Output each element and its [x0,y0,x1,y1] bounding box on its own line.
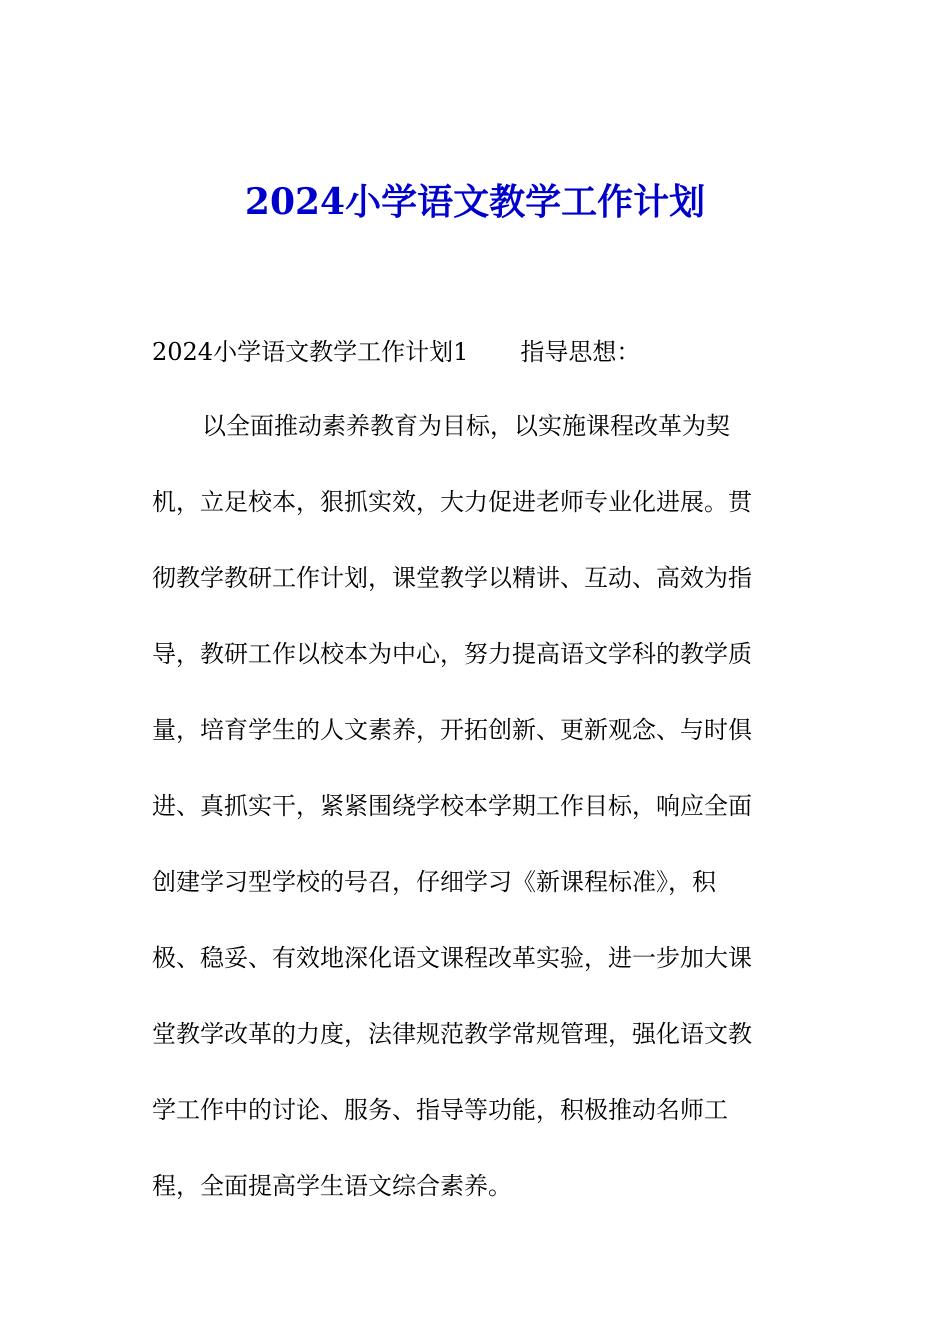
paragraph-line: 进、真抓实干，紧紧围绕学校本学期工作目标，响应全面 [152,792,752,820]
paragraph-line: 堂教学改革的力度，法律规范教学常规管理，强化语文教 [152,1020,752,1048]
document-title: 2024小学语文教学工作计划 [244,181,706,223]
paragraph-line: 量，培育学生的人文素养，开拓创新、更新观念、与时俱 [152,716,752,744]
section-subheading: 指导思想： [520,338,641,366]
paragraph-line: 学工作中的讨论、服务、指导等功能，积极推动名师工 [152,1096,728,1124]
section-heading [152,332,640,372]
paragraph-line: 以全面推动素养教育为目标，以实施课程改革为契 [202,412,730,440]
section-number-label: 2024小学语文教学工作计划1 [152,338,469,366]
guiding-thought-paragraph [152,406,792,1242]
paragraph-line: 创建学习型学校的号召，仔细学习《新课程标准》，积 [152,868,716,896]
paragraph-line: 程，全面提高学生语文综合素养。 [152,1172,512,1200]
paragraph-line: 机，立足校本，狠抓实效，大力促进老师专业化进展。贯 [152,488,752,516]
paragraph-line: 导，教研工作以校本为中心，努力提高语文学科的教学质 [152,640,752,668]
paragraph-line: 极、稳妥、有效地深化语文课程改革实验，进一步加大课 [152,944,752,972]
paragraph-line: 彻教学教研工作计划，课堂教学以精讲、互动、高效为指 [152,564,752,592]
